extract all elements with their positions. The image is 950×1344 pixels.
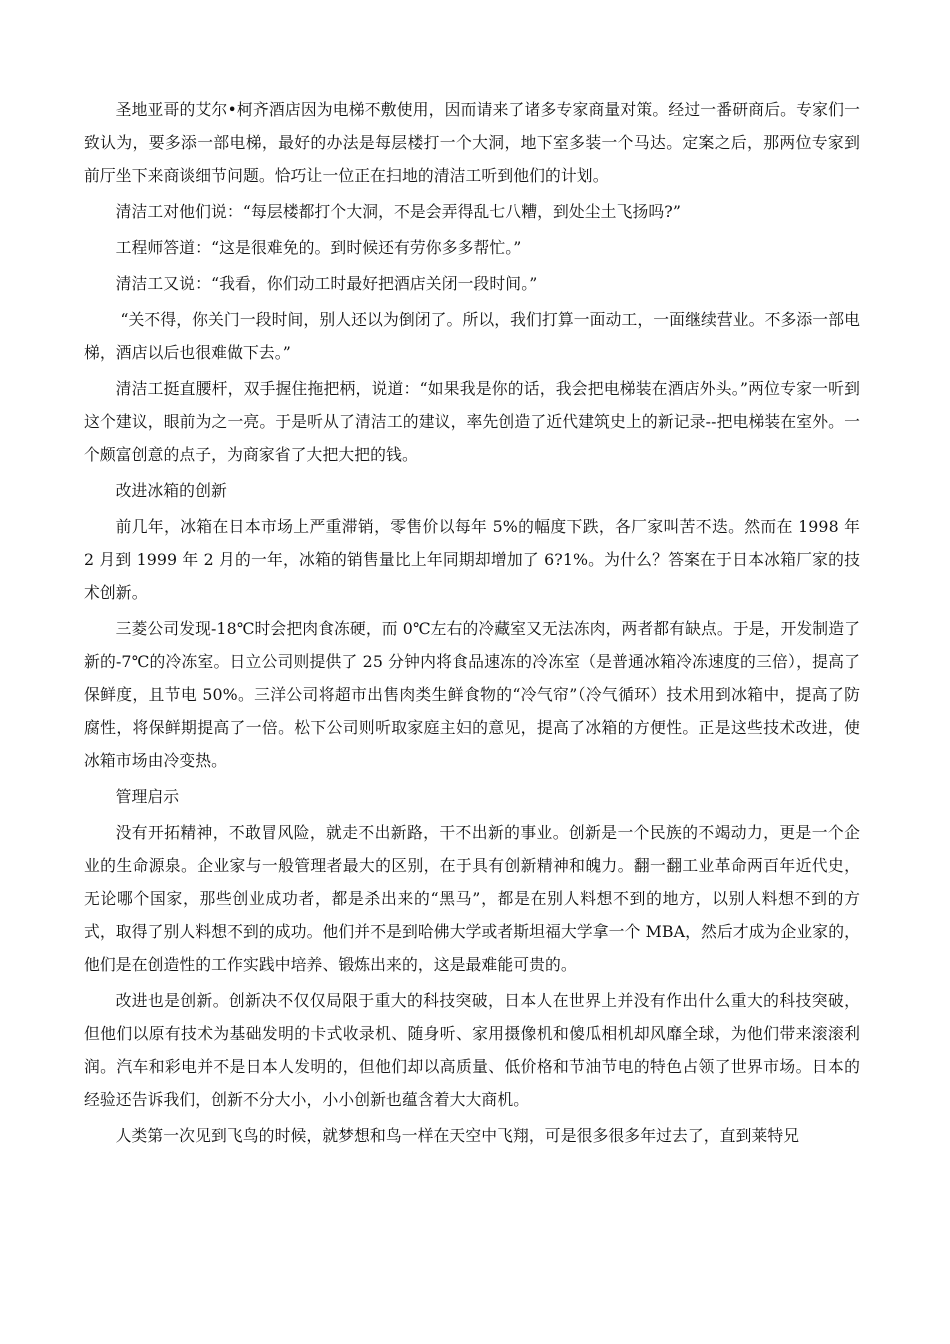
paragraph-fridge-companies: 三菱公司发现-18℃时会把肉食冻硬，而 0℃左右的冷藏室又无法冻肉，两者都有缺点。于是，开发制造了新的-7℃的冷冻室。日立公司则提供了 25 分钟内将食品速冻的冷冻室（是普通冰箱冷冻速度的三倍），提高了保鲜度，且节电 50%。三洋公司将超市出售肉类生鲜食物的“冷气帘”（冷气循环）技术用到冰箱中，提高了防腐性，将保鲜期提高了一倍。松下公司则听取家庭主妇的意见，提高了冰箱的方便性。正是这些技术改进，使冰箱市场由冷变热。: [84, 619, 860, 770]
paragraph-fridge-market: 前几年，冰箱在日本市场上严重滞销，零售价以每年 5%的幅度下跌，各厂家叫苦不迭。然而在 1998 年 2 月到 1999 年 2 月的一年，冰箱的销售量比上年同期却增加了 6?1%。为什么？答案在于日本冰箱厂家的技术创新。: [84, 517, 860, 602]
paragraph-improvement-is-innovation: 改进也是创新。创新决不仅仅局限于重大的科技突破，日本人在世界上并没有作出什么重大的科技突破，但他们以原有技术为基础发明的卡式收录机、随身听、家用摄像机和傻瓜相机却风靡全球，为他们带来滚滚利润。汽车和彩电并不是日本人发明的，但他们却以高质量、低价格和节油节电的特色占领了世界市场。日本的经验还告诉我们，创新不分大小，小小创新也蕴含着大大商机。: [84, 991, 860, 1109]
paragraph-cleaner-question: 清洁工对他们说：“每层楼都打个大洞，不是会弄得乱七八糟，到处尘土飞扬吗?”: [115, 202, 682, 221]
section-heading-management-insight: 管理启示: [115, 787, 180, 806]
paragraph-hotel-story-intro: 圣地亚哥的艾尔•柯齐酒店因为电梯不敷使用，因而请来了诸多专家商量对策。经过一番研商后。专家们一致认为，要多添一部电梯，最好的办法是每层楼打一个大洞，地下室多装一个马达。定案之后，那两位专家到前厅坐下来商谈细节问题。恰巧让一位正在扫地的清洁工听到他们的计划。: [84, 100, 860, 185]
paragraph-flying-dream: 人类第一次见到飞鸟的时候，就梦想和鸟一样在天空中飞翔，可是很多很多年过去了，直到莱特兄: [115, 1126, 800, 1145]
paragraph-engineer-reply: 工程师答道：“这是很难免的。到时候还有劳你多多帮忙。”: [115, 238, 522, 257]
section-heading-fridge-innovation: 改进冰箱的创新: [115, 481, 227, 500]
paragraph-pioneering-spirit: 没有开拓精神，不敢冒风险，就走不出新路，干不出新的事业。创新是一个民族的不竭动力，更是一个企业的生命源泉。企业家与一般管理者最大的区别，在于具有创新精神和魄力。翻一翻工业革命两百年近代史，无论哪个国家，那些创业成功者，都是杀出来的“黑马”，都是在别人料想不到的地方，以别人料想不到的方式，取得了别人料想不到的成功。他们并不是到哈佛大学或者斯坦福大学拿一个 MBA，然后才成为企业家的，他们是在创造性的工作实践中培养、锻炼出来的，这是最难能可贵的。: [84, 823, 860, 974]
document-body: [84, 93, 860, 1155]
paragraph-elevator-outside: 清洁工挺直腰杆，双手握住拖把柄，说道：“如果我是你的话，我会把电梯装在酒店外头。”两位专家一听到这个建议，眼前为之一亮。于是听从了清洁工的建议，率先创造了近代建筑史上的新记录--把电梯装在室外。一个颇富创意的点子，为商家省了大把大把的钱。: [84, 379, 860, 464]
paragraph-cleaner-suggestion: 清洁工又说：“我看，你们动工时最好把酒店关闭一段时间。”: [115, 274, 538, 293]
paragraph-expert-response: “关不得，你关门一段时间，别人还以为倒闭了。所以，我们打算一面动工，一面继续营业。不多添一部电梯，酒店以后也很难做下去。”: [84, 310, 860, 362]
